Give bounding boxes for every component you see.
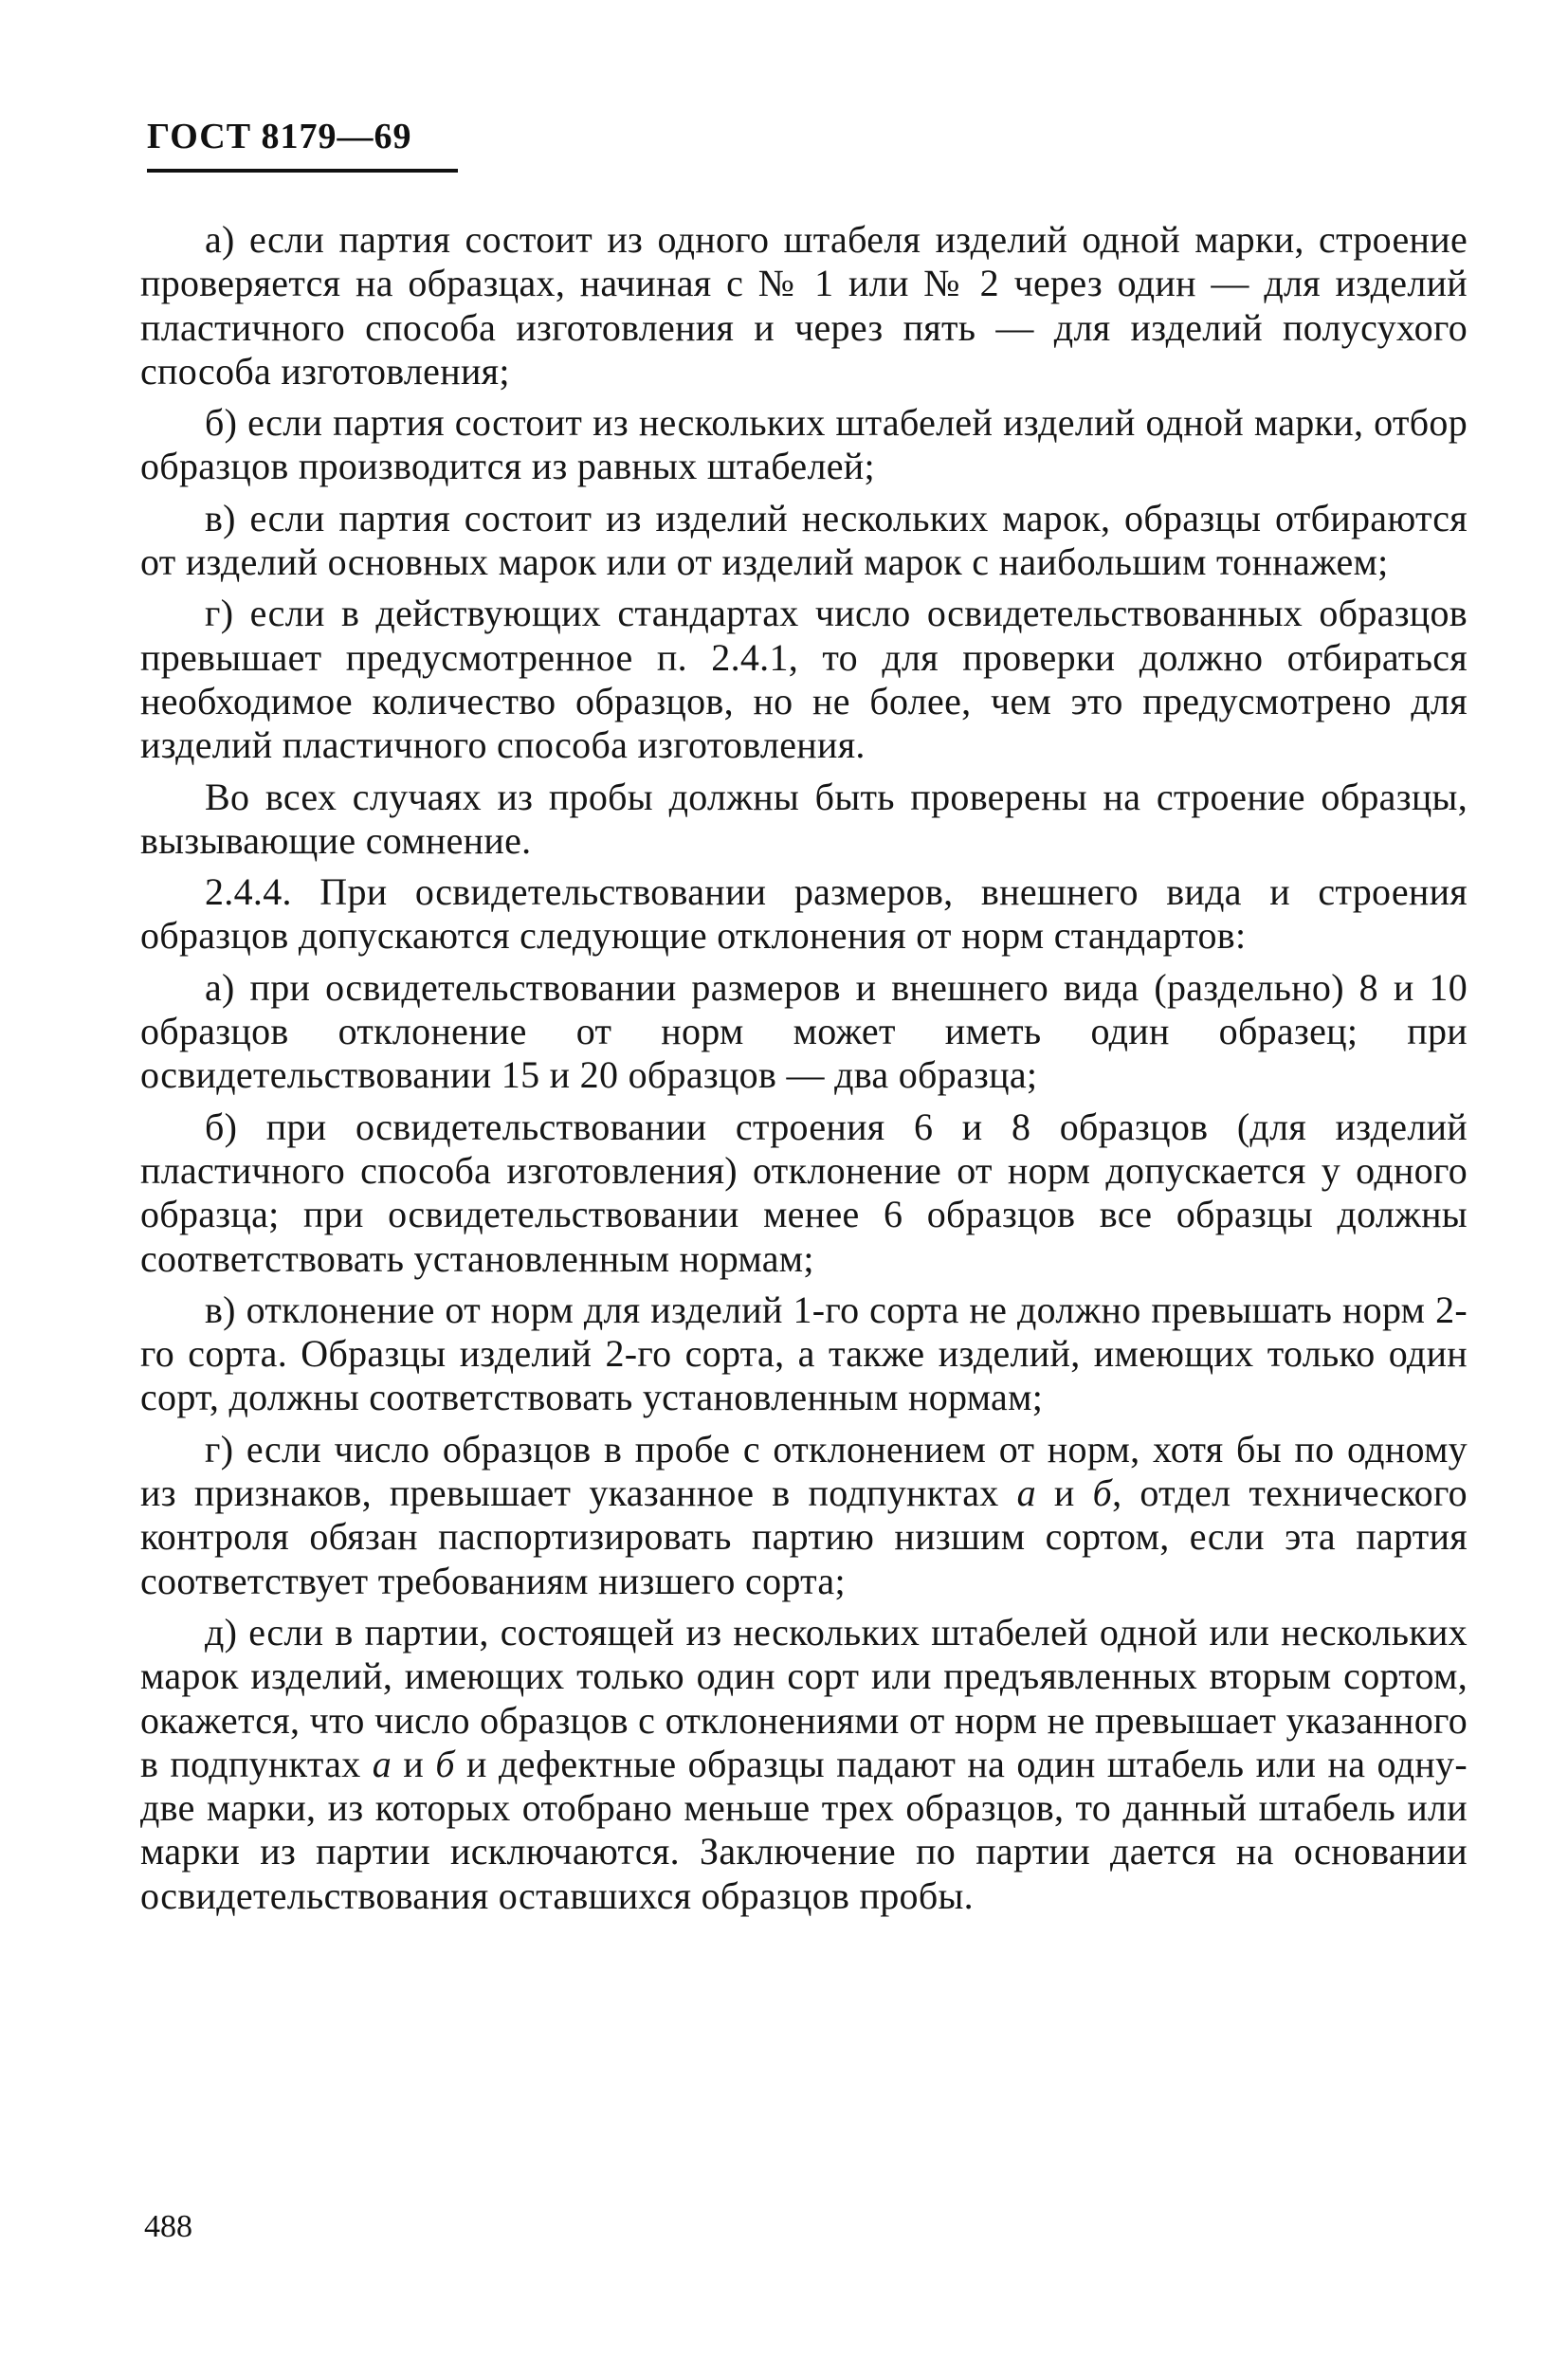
paragraph-g [140,1428,1468,1603]
subclause-ref-b: б [1092,1471,1113,1515]
document-body [140,218,1468,1926]
paragraph: б) при освидетельствовании строения 6 и 8 образцов (для изделий пластичного способа изготовления) отклонение от норм допускается у одного образца; при освидетельствовании менее 6 образцов все образцы должны соответствовать установленным нормам; [140,1105,1468,1280]
subclause-ref-a: а [1016,1471,1036,1515]
paragraph-g-text-1: г) если число образцов в пробе с отклонением от норм, хотя бы по одному из признаков, превышает указанное в подпунктах [140,1427,1468,1515]
paragraph: а) при освидетельствовании размеров и внешнего вида (раздельно) 8 и 10 образцов отклонение от норм может иметь один образец; при освидетельствовании 15 и 20 образцов — два образца; [140,965,1468,1097]
paragraph-g-text-3: , отдел технического контроля обязан паспортизировать партию низшим сортом, если эта партия соответствует требованиям низшего сорта; [140,1471,1468,1602]
paragraph: а) если партия состоит из одного штабеля изделий одной марки, строение проверяется на образцах, начиная с № 1 или № 2 через один — для изделий пластичного способа изготовления и через пять — для изделий полусухого способа изготовления; [140,218,1468,393]
header-rule [147,169,458,173]
paragraph-d-text-3: и дефектные образцы падают на один штабель или на одну-две марки, из которых отобрано меньше трех образцов, то данный штабель или марки из партии исключаются. Заключение по партии дается на основании освидетельствования оставшихся образцов пробы. [140,1742,1468,1917]
subclause-ref-a: а [372,1742,392,1785]
paragraph-d-text-2: и [392,1742,436,1785]
paragraph: б) если партия состоит из нескольких штабелей изделий одной марки, отбор образцов производится из равных штабелей; [140,401,1468,488]
subclause-ref-b: б [435,1742,455,1785]
page-number: 488 [144,2209,192,2244]
paragraph: 2.4.4. При освидетельствовании размеров, внешнего вида и строения образцов допускаются следующие отклонения от норм стандартов: [140,870,1468,958]
paragraph-d-text-1: д) если в партии, состоящей из нескольких штабелей одной или нескольких марок изделий, имеющих только один сорт или предъявленных вторым сортом, окажется, что число образцов с отклонениями от норм не превышает указанного в подпунктах [140,1610,1468,1785]
paragraph: г) если в действующих стандартах число освидетельствованных образцов превышает предусмотренное п. 2.4.1, то для проверки должно отбираться необходимое количество образцов, но не более, чем это предусмотрено для изделий пластичного способа изготовления. [140,592,1468,767]
paragraph: Во всех случаях из пробы должны быть проверены на строение образцы, вызывающие сомнение. [140,775,1468,862]
paragraph: в) если партия состоит из изделий нескольких марок, образцы отбираются от изделий основных марок или от изделий марок с наибольшим тоннажем; [140,496,1468,584]
page-header-title: ГОСТ 8179—69 [147,117,412,156]
paragraph-g-text-2: и [1035,1471,1093,1515]
paragraph: в) отклонение от норм для изделий 1-го сорта не должно превышать норм 2-го сорта. Образцы изделий 2-го сорта, а также изделий, имеющих только один сорт, должны соответствовать установленным нормам; [140,1288,1468,1419]
paragraph-d [140,1611,1468,1918]
